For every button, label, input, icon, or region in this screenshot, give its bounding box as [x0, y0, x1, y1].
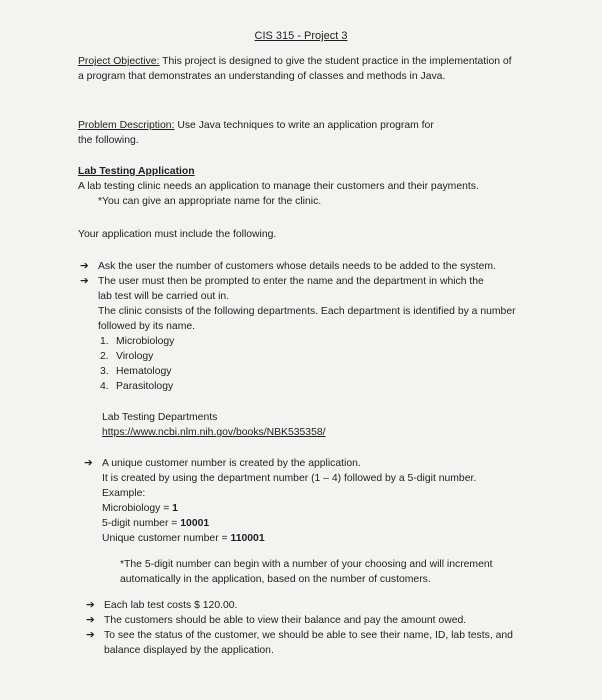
lab-heading: Lab Testing Application — [78, 166, 195, 177]
example-five-digit: 5-digit number = 10001 — [102, 518, 210, 529]
problem-text: Use Java techniques to write an application program for the following. — [78, 120, 434, 146]
requirement-item — [86, 598, 516, 613]
unique-number-section — [84, 456, 504, 546]
arrow-icon: ➔ — [86, 615, 95, 626]
objective-text: This project is designed to give the student practice in the implementation of a program that demonstrates an understanding of classes and methods in Java. — [78, 56, 512, 82]
problem-description — [78, 118, 448, 148]
arrow-icon: ➔ — [86, 600, 95, 611]
arrow-icon: ➔ — [84, 458, 93, 469]
lab-line1: A lab testing clinic needs an application to manage their customers and their payments. — [78, 181, 479, 192]
cost-text: Each lab test costs $ 120.00. — [104, 600, 238, 611]
lab-line2: *You can give an appropriate name for the clinic. — [98, 196, 322, 207]
requirement-item — [86, 613, 516, 628]
example-unique-number: Unique customer number = 110001 — [102, 533, 265, 544]
must-include-text: Your application must include the following. — [78, 229, 277, 240]
arrow-icon: ➔ — [86, 630, 95, 641]
lab-departments-reference — [102, 410, 326, 440]
problem-label: Problem Description: — [78, 120, 175, 131]
objective-label: Project Objective: — [78, 56, 160, 67]
requirement-item — [80, 259, 530, 274]
department-item: 3. Hematology — [100, 366, 172, 377]
balance-text: The customers should be able to view their balance and pay the amount owed. — [104, 615, 467, 626]
requirements-list — [80, 259, 530, 394]
increment-note: *The 5-digit number can begin with a number of your choosing and will increment automatically in the application, based on the number of customers. — [120, 559, 493, 585]
example-microbiology: Microbiology = 1 — [102, 503, 178, 514]
requirement-text: The user must then be prompted to enter the name and the department in which the lab test will be carried out in. — [98, 276, 484, 302]
example-label: Example: — [102, 488, 146, 499]
unique-line1: A unique customer number is created by the application. — [102, 458, 361, 469]
department-item: 1. Microbiology — [100, 336, 175, 347]
arrow-icon: ➔ — [80, 276, 89, 287]
lab-departments-label: Lab Testing Departments — [102, 412, 218, 423]
requirement-text: Ask the user the number of customers whose details needs to be added to the system. — [98, 261, 496, 272]
requirement-item — [86, 628, 516, 658]
project-objective — [78, 54, 518, 84]
department-item: 4. Parasitology — [100, 381, 174, 392]
requirement-item — [80, 274, 530, 304]
clinic-intro: The clinic consists of the following departments. Each department is identified by a number followed by its name. — [98, 306, 516, 332]
lab-testing-section — [78, 164, 518, 209]
status-text: To see the status of the customer, we should be able to see their name, ID, lab tests, and balance displayed by the application. — [104, 630, 513, 656]
document-title: CIS 315 - Project 3 — [254, 30, 348, 42]
departments-list — [80, 334, 530, 394]
department-item: 2. Virology — [100, 351, 154, 362]
arrow-icon: ➔ — [80, 261, 89, 272]
final-requirements — [86, 598, 516, 658]
unique-line2: It is created by using the department number (1 – 4) followed by a 5-digit number. — [102, 473, 477, 484]
lab-departments-link[interactable]: https://www.ncbi.nlm.nih.gov/books/NBK535358/ — [102, 427, 326, 438]
